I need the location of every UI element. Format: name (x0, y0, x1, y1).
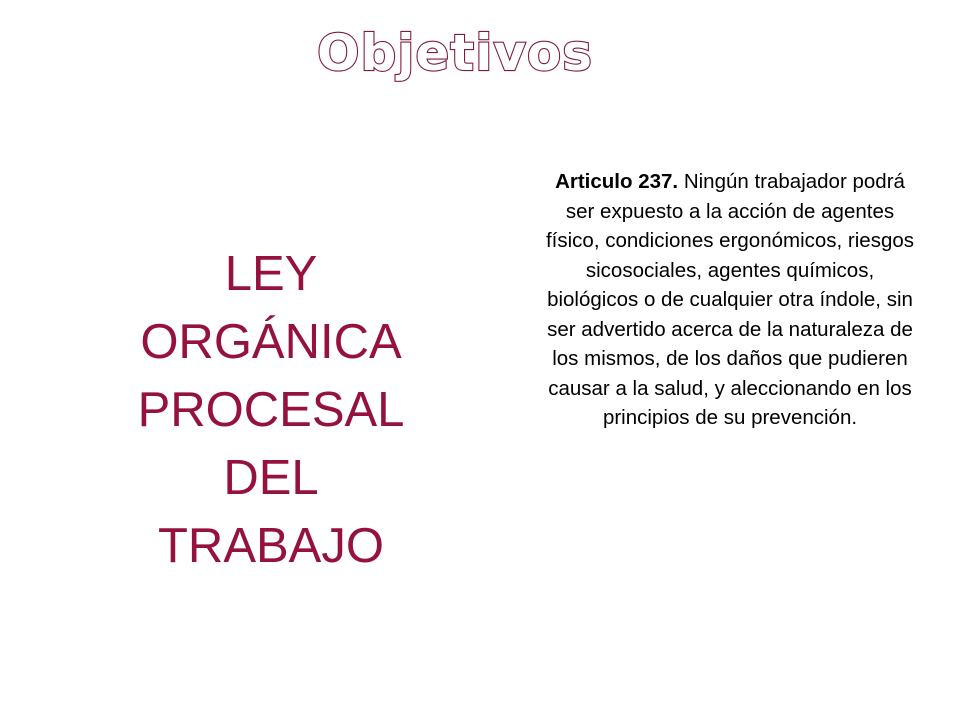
heading-text: Objetivos (316, 24, 594, 82)
law-title-line-2: ORGÁNICA (140, 315, 402, 369)
law-title-line-4: DEL (223, 451, 319, 505)
law-title-line-5: TRABAJO (158, 519, 384, 573)
law-title-line-1: LEY (224, 247, 318, 301)
article-label: Articulo 237. (555, 170, 679, 193)
heading-svg (316, 18, 594, 88)
law-title (95, 240, 447, 580)
heading-wordart (316, 18, 594, 88)
law-title-line-3: PROCESAL (137, 383, 405, 437)
article-paragraph (540, 167, 920, 433)
article-body: Ningún trabajador podrá ser expuesto a la acción de agentes físico, condiciones ergonómicos, riesgos sicosociales, agentes químicos, biológicos o de cualquier otra índole, sin ser advertido acerca de la naturaleza de los mismos, de los daños que pudieren causar a la salud, y aleccionando en los principios de su prevención. (545, 170, 915, 429)
